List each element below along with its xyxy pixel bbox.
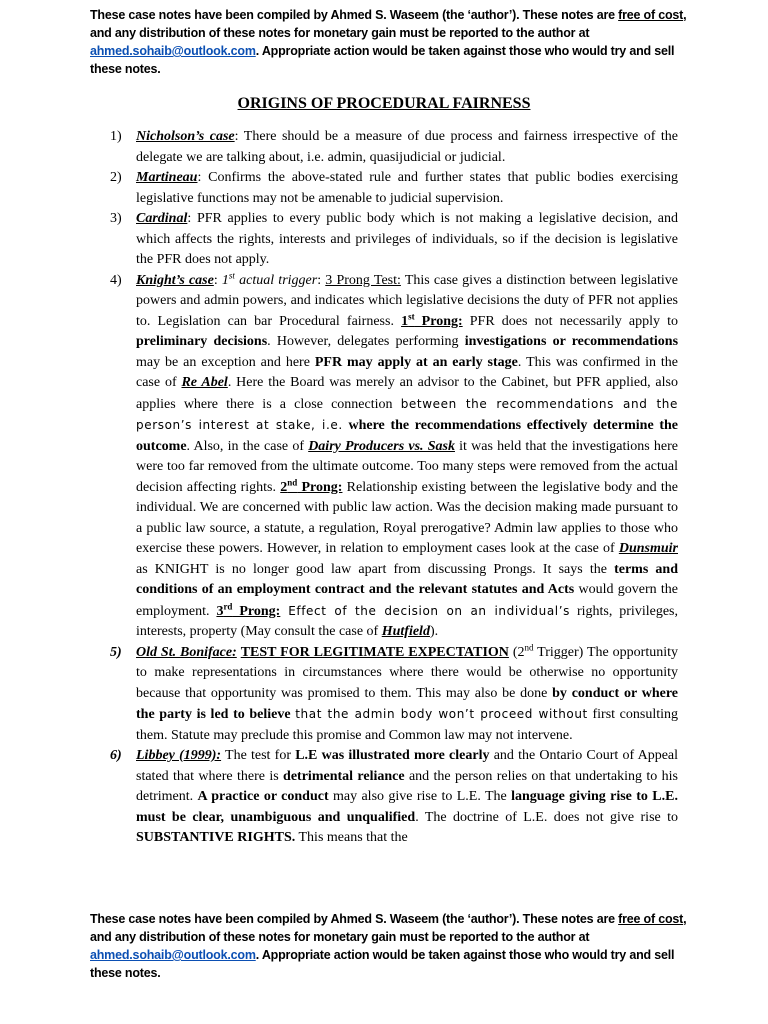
case-name: Dairy Producers vs. Sask <box>308 438 455 454</box>
case-name: Nicholson’s case <box>136 129 235 144</box>
author-email-link[interactable]: ahmed.sohaib@outlook.com <box>90 948 256 962</box>
case-name: Hutfield <box>381 624 430 639</box>
prong-test-label: 3 Prong Test: <box>325 272 401 288</box>
page-title: ORIGINS OF PROCEDURAL FAIRNESS <box>237 95 531 112</box>
author-email-link[interactable]: ahmed.sohaib@outlook.com <box>90 44 256 58</box>
case-list <box>110 127 678 849</box>
case-name: Old St. Boniface: <box>136 644 237 660</box>
prong-1-label: 1st Prong: <box>401 310 463 329</box>
test-heading: TEST FOR LEGITIMATE EXPECTATION <box>240 644 509 660</box>
case-name: Martineau <box>136 170 198 185</box>
list-item: 6) Libbey (1999): The test for L.E was illustrated more clearly and the Ontario Court of Appeal stated that where there is detrimental reliance and the person relies on that undertaking to his detriment. A practice or conduct may also give rise to L.E. The language giving rise to L.E. must be clear, unambiguous and unqualified. The doctrine of L.E. does not give rise to SUBSTANTIVE RIGHTS. This means that the <box>110 748 679 845</box>
trigger-label: 1st actual trigger <box>221 269 318 288</box>
list-item: 3) Cardinal: PFR applies to every public body which is not making a legislative decision, and which affects the rights, interests and privileges of individuals, so if the decision is legislative the PFR does not apply. <box>110 211 678 267</box>
case-name: Cardinal <box>136 211 188 226</box>
case-name: Libbey (1999): <box>136 748 222 763</box>
copyright-notice-bottom: These case notes have been compiled by Ahmed S. Waseem (the ‘author’). These notes are free of cost, and any distribution of these notes for monetary gain must be reported to the author at ahmed.sohaib@outlook.com. Appropriate action would be taken against those who would try and sell these notes. <box>90 912 687 980</box>
case-name: Knight’s case <box>136 272 214 288</box>
case-name: Re Abel <box>181 375 228 390</box>
list-item: 1) Nicholson’s case: There should be a measure of due process and fairness irrespective of the delegate we are talking about, i.e. admin, quasijudicial or judicial. <box>110 129 678 165</box>
list-item: 5) Old St. Boniface: TEST FOR LEGITIMATE EXPECTATION (2nd Trigger) The opportunity to make representations in circumstances where there would be otherwise no opportunity because that opportunity was promised to them. This may also be done by conduct or where the party is led to believe that the admin body won’t proceed without first consulting them. Statute may preclude this promise and Common law may not intervene. <box>110 641 679 743</box>
prong-3-label: 3rd Prong: <box>216 600 281 619</box>
free-of-cost: free of cost <box>618 8 684 22</box>
list-item: 2) Martineau: Confirms the above-stated rule and further states that public bodies exercising legislative functions may not be amenable to judicial supervision. <box>110 170 678 206</box>
free-of-cost: free of cost <box>618 912 684 926</box>
copyright-notice-top: These case notes have been compiled by Ahmed S. Waseem (the ‘author’). These notes are free of cost, and any distribution of these notes for monetary gain must be reported to the author at ahmed.sohaib@outlook.com. Appropriate action would be taken against those who would try and sell these notes. <box>90 8 687 76</box>
list-item: 4) Knight’s case: 1st actual trigger: 3 Prong Test: This case gives a distinction between legislative powers and admin powers, and indicates which legislative decisions the duty of PFR not applies to. Legislation can bar Procedural fairness. 1st Prong: PFR does not necessarily apply to preliminary decisions. However, delegates performing investigations or recommendations may be an exception and here PFR may apply at an early stage. This was confirmed in the case of Re Abel. Here the Board was merely an advisor to the Cabinet, but PFR applied, also applies where there is a close connection between the recommendations and the person’s interest at stake, i.e. where the recommendations effectively determine the outcome. Also, in the case of Dairy Producers vs. Sask it was held that the investigations here were too far removed from the ultimate outcome. Too many steps were removed from the actual decision affecting rights. 2nd Prong: Relationship existing between the legislative body and the individual. We are concerned with public law action. Was the decision making made pursuant to a public law source, a statute, a regulation, Royal prerogative? Admin law applies to those who exercise these powers. However, in relation to employment cases look at the case of Dunsmuir as KNIGHT is no longer good law apart from discussing Prongs. It says the terms and conditions of an employment contract and the relevant statutes and Acts would govern the employment. 3rd Prong: Effect of the decision on an individual’s rights, privileges, interests, property (May consult the case of Hutfield). <box>110 269 679 639</box>
case-name: Dunsmuir <box>618 541 678 556</box>
prong-2-label: 2nd Prong: <box>280 476 343 495</box>
